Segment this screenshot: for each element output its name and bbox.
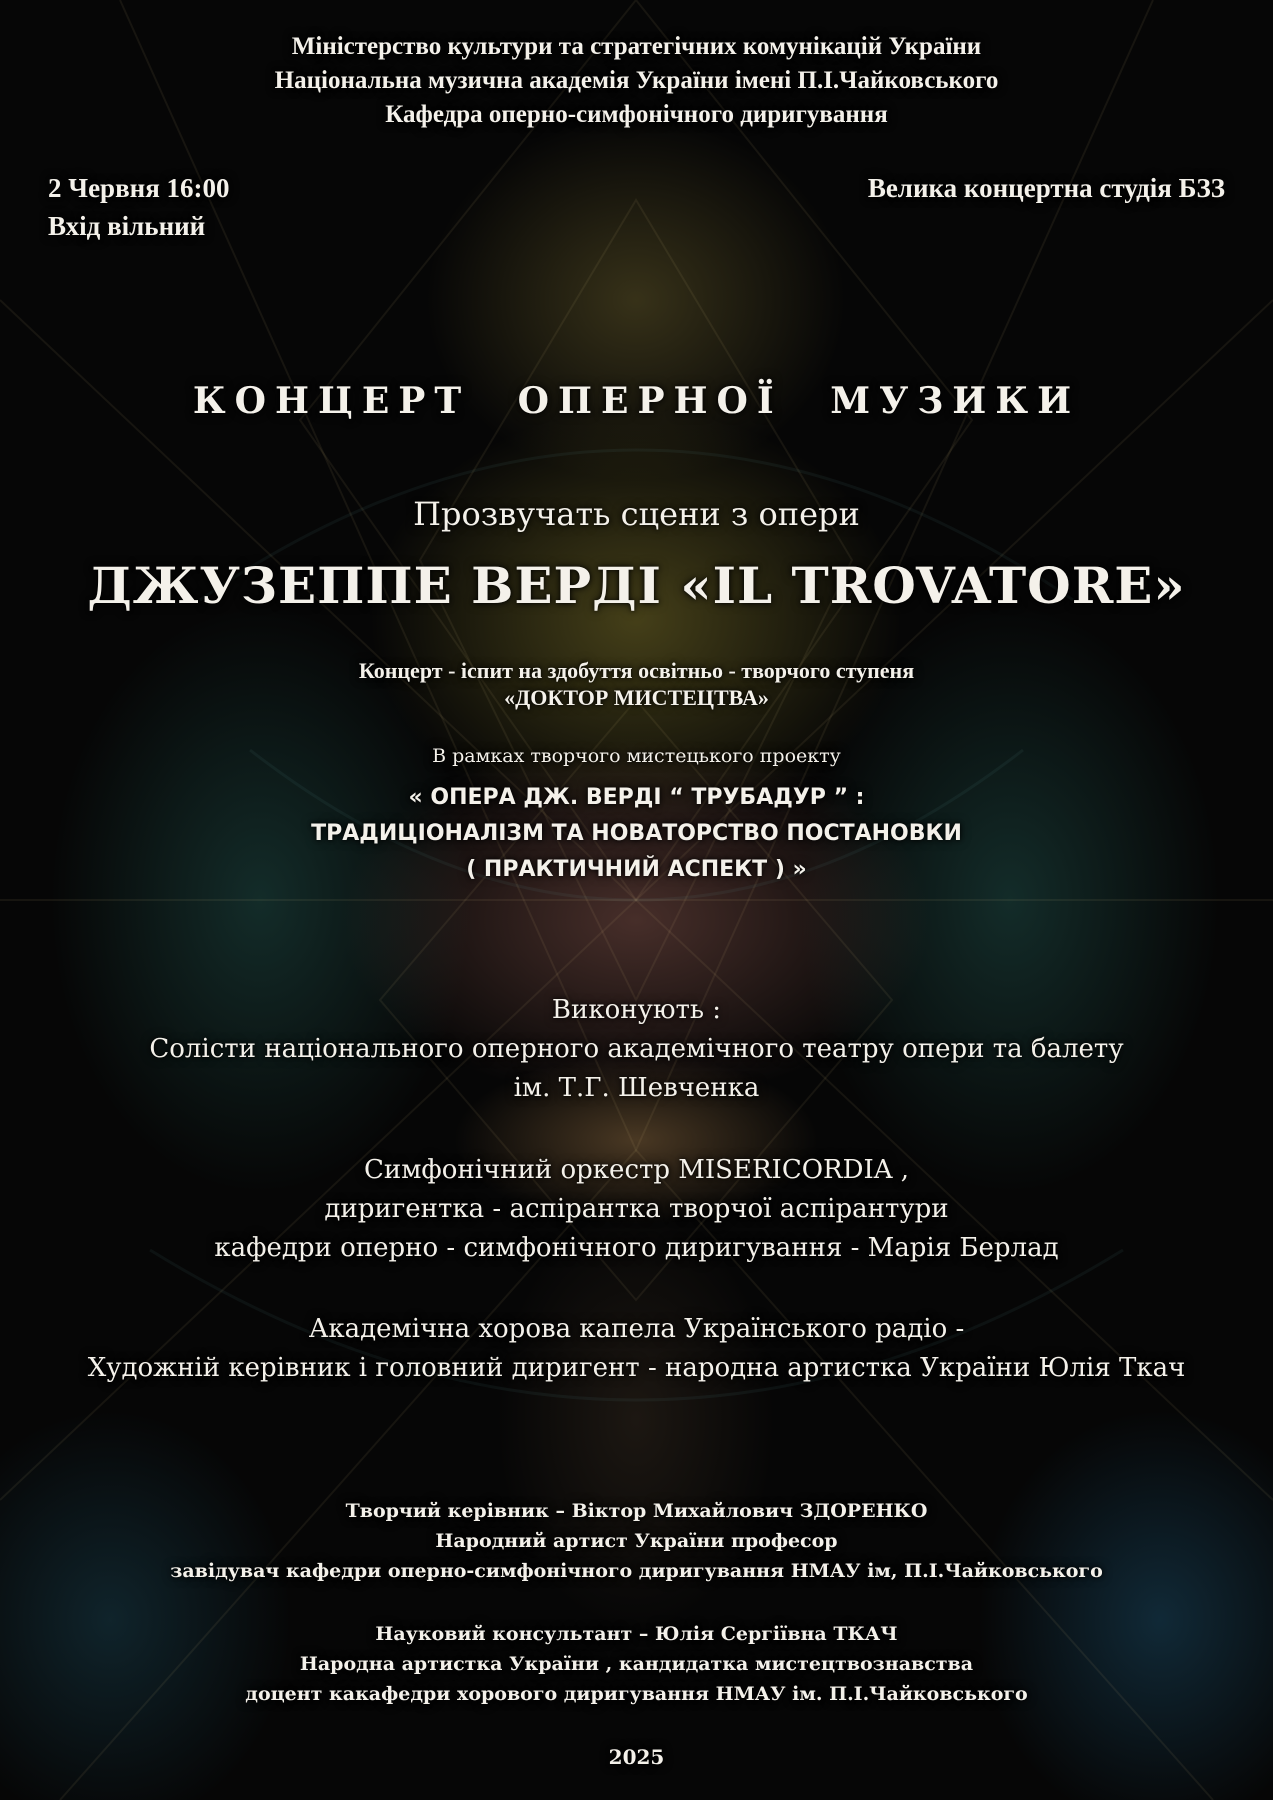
poster-year: 2025 xyxy=(608,1745,665,1769)
consultant-name: Науковий консультант – Юлія Сергіївна ТКАЧ xyxy=(375,1623,898,1645)
orchestra-line-1: Симфонічний оркестр MISERICORDIA , xyxy=(363,1155,910,1185)
exam-description xyxy=(0,657,1273,711)
project-title-line-1: « ОПЕРА ДЖ. ВЕРДІ “ ТРУБАДУР ” : xyxy=(408,785,865,810)
department-name: Кафедра оперно-симфонічного диригування xyxy=(385,101,888,128)
choir-line-2: Художній керівник і головний диригент - народна артистка України Юлія Ткач xyxy=(87,1353,1186,1383)
exam-line-1: Концерт - іспит на здобуття освітньо - творчого ступеня xyxy=(358,658,915,683)
soloists-line-1: Солісти національного оперного академічного театру опери та балету xyxy=(149,1034,1124,1064)
academy-name: Національна музична академія України імені П.І.Чайковського xyxy=(274,67,999,94)
event-entry: Вхід вільний xyxy=(48,211,206,241)
project-intro: В рамках творчого мистецького проекту xyxy=(432,745,841,767)
event-venue: Велика концертна студія БЗЗ xyxy=(867,173,1225,203)
project-title-line-2: ТРАДИЦІОНАЛІЗМ ТА НОВАТОРСТВО ПОСТАНОВКИ xyxy=(311,821,962,846)
orchestra-line-2: диригентка - аспірантка творчої аспірантури xyxy=(324,1194,949,1224)
choir-line-1: Академічна хорова капела Українського радіо - xyxy=(308,1314,965,1344)
performers-orchestra xyxy=(0,1151,1273,1268)
event-date-time: 2 Червня 16:00 xyxy=(48,173,230,203)
performers-choir xyxy=(0,1310,1273,1388)
artistic-director-name: Творчий керівник – Віктор Михайлович ЗДОРЕНКО xyxy=(345,1500,928,1522)
artistic-director-title: Народний артист України професор xyxy=(435,1530,838,1552)
project-title xyxy=(0,780,1273,888)
consultant-credit xyxy=(0,1619,1273,1709)
consultant-position: доцент какафедри хорового диригування НМАУ ім. П.І.Чайковського xyxy=(245,1683,1028,1705)
artistic-director-position: завідувач кафедри оперно-симфонічного диригування НМАУ ім, П.І.Чайковського xyxy=(170,1560,1103,1582)
orchestra-line-3: кафедри оперно - симфонічного диригування - Марія Берлад xyxy=(214,1233,1059,1263)
ministry-name: Міністерство культури та стратегічних комунікацій України xyxy=(291,33,982,60)
performers-soloists xyxy=(0,991,1273,1108)
performers-heading: Виконують : xyxy=(551,995,722,1025)
opera-title: ДЖУЗЕППЕ ВЕРДІ «IL TROVATORE» xyxy=(87,556,1186,615)
exam-degree: «ДОКТОР МИСТЕЦТВА» xyxy=(504,685,769,710)
project-title-line-3: ( ПРАКТИЧНИЙ АСПЕКТ ) » xyxy=(466,857,807,882)
opera-intro: Прозвучать сцени з опери xyxy=(413,495,860,533)
artistic-director-credit xyxy=(0,1496,1273,1586)
soloists-line-2: ім. Т.Г. Шевченка xyxy=(513,1073,760,1103)
consultant-title: Народна артистка України , кандидатка мистецтвознавства xyxy=(299,1653,974,1675)
concert-title: КОНЦЕРТ ОПЕРНОЇ МУЗИКИ xyxy=(192,380,1081,422)
